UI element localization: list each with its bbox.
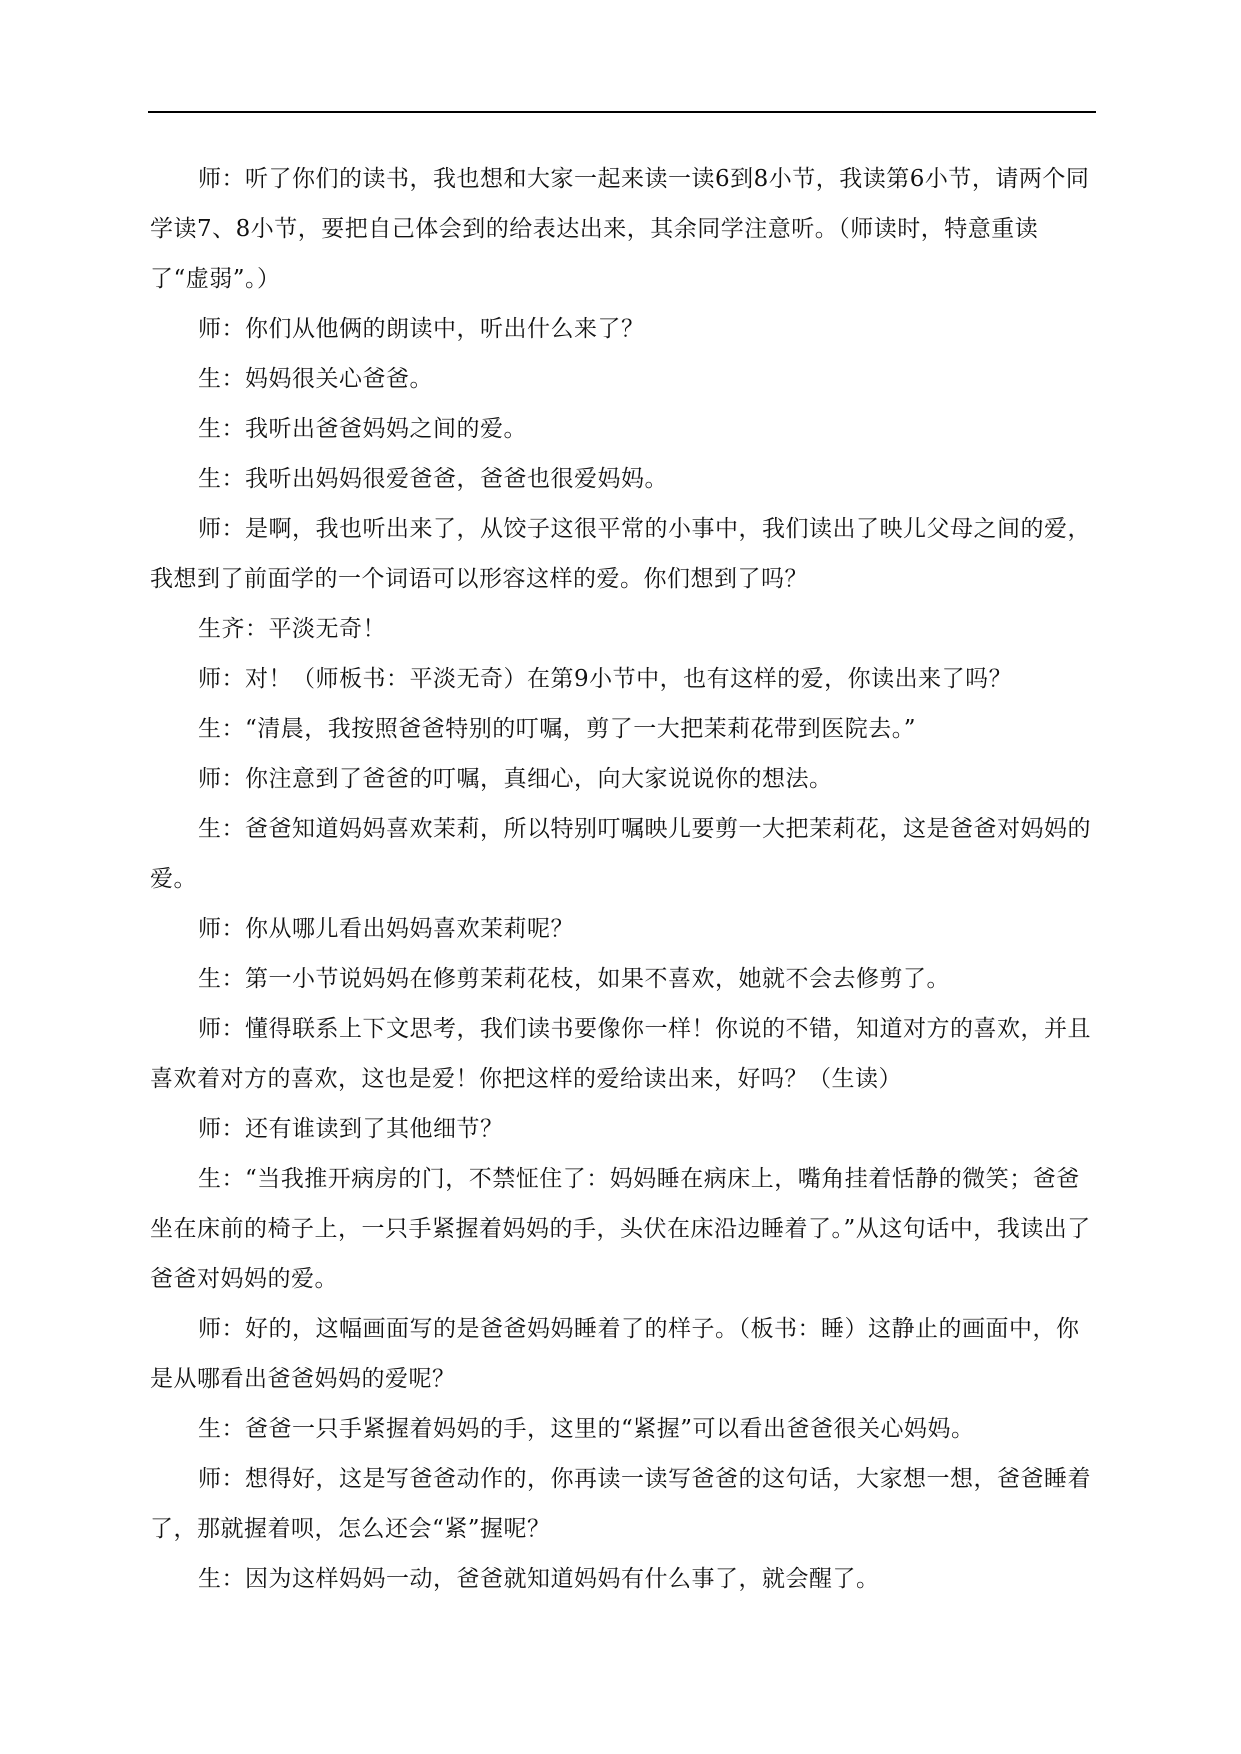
paragraph: 生：我听出爸爸妈妈之间的爱。 (198, 416, 527, 442)
paragraph: 师：听了你们的读书，我也想和大家一起来读一读6到8小节，我读第6小节，请两个同学读7、8小节，要把自己体会到的给表达出来，其余同学注意听。（师读时，特意重读了“虚弱”。） (150, 166, 1090, 292)
paragraph: 生：“当我推开病房的门，不禁怔住了：妈妈睡在病床上，嘴角挂着恬静的微笑；爸爸坐在床前的椅子上，一只手紧握着妈妈的手，头伏在床沿边睡着了。”从这句话中，我读出了爸爸对妈妈的爱。 (150, 1166, 1091, 1292)
paragraph: 生：妈妈很关心爸爸。 (198, 366, 433, 392)
paragraph: 生：第一小节说妈妈在修剪茉莉花枝，如果不喜欢，她就不会去修剪了。 (198, 966, 950, 992)
paragraph: 师：你们从他俩的朗读中，听出什么来了？ (198, 316, 645, 342)
paragraph: 师：对！（师板书：平淡无奇）在第9小节中，也有这样的爱，你读出来了吗？ (198, 666, 1013, 692)
paragraph: 生齐：平淡无奇！ (198, 616, 386, 642)
paragraph: 生：爸爸知道妈妈喜欢茉莉，所以特别叮嘱映儿要剪一大把茉莉花，这是爸爸对妈妈的爱。 (150, 816, 1091, 892)
paragraph: 师：还有谁读到了其他细节？ (198, 1116, 504, 1142)
dialogue-body (150, 154, 1096, 1604)
paragraph: 生：爸爸一只手紧握着妈妈的手，这里的“紧握”可以看出爸爸很关心妈妈。 (198, 1416, 975, 1442)
paragraph: 生：我听出妈妈很爱爸爸，爸爸也很爱妈妈。 (198, 466, 668, 492)
header-rule (148, 111, 1096, 113)
paragraph: 生：因为这样妈妈一动，爸爸就知道妈妈有什么事了，就会醒了。 (198, 1566, 880, 1592)
paragraph: 生：“清晨，我按照爸爸特别的叮嘱，剪了一大把茉莉花带到医院去。” (198, 716, 917, 742)
paragraph: 师：懂得联系上下文思考，我们读书要像你一样！你说的不错，知道对方的喜欢，并且喜欢着对方的喜欢，这也是爱！你把这样的爱给读出来，好吗？（生读） (150, 1016, 1091, 1092)
paragraph: 师：是啊，我也听出来了，从饺子这很平常的小事中，我们读出了映儿父母之间的爱，我想到了前面学的一个词语可以形容这样的爱。你们想到了吗？ (150, 516, 1091, 592)
paragraph: 师：想得好，这是写爸爸动作的，你再读一读写爸爸的这句话，大家想一想，爸爸睡着了，那就握着呗，怎么还会“紧”握呢？ (150, 1466, 1091, 1542)
paragraph: 师：你从哪儿看出妈妈喜欢茉莉呢？ (198, 916, 574, 942)
paragraph: 师：你注意到了爸爸的叮嘱，真细心，向大家说说你的想法。 (198, 766, 833, 792)
paragraph: 师：好的，这幅画面写的是爸爸妈妈睡着了的样子。（板书：睡）这静止的画面中，你是从哪看出爸爸妈妈的爱呢？ (150, 1316, 1080, 1392)
